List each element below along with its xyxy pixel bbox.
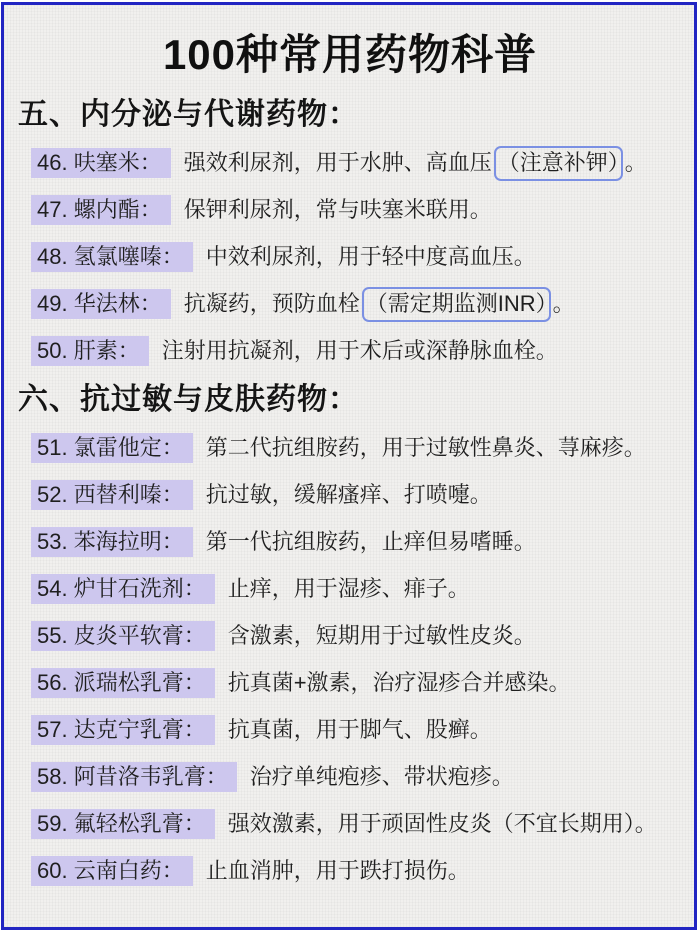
desc-text: 抗过敏，缓解瘙痒、打喷嚏。: [205, 482, 492, 507]
drug-desc: [206, 858, 470, 883]
drug-desc: [206, 244, 536, 269]
drug-name-highlight: 56. 派瑞松乳膏：: [31, 668, 215, 698]
drug-desc: [228, 811, 657, 836]
drug-desc: [184, 291, 575, 316]
drug-item-53: [31, 525, 682, 559]
desc-text: 抗真菌+激素，治疗湿疹合并感染。: [227, 670, 571, 695]
note-box: （需定期监测INR）: [362, 287, 551, 322]
drug-name-highlight: 46. 呋塞米：: [31, 148, 171, 178]
desc-text: 治疗单纯疱疹、带状疱疹。: [249, 764, 514, 789]
drug-item-59: [31, 807, 682, 841]
drug-name-highlight: 50. 肝素：: [31, 336, 149, 366]
section-antiallergy-skin: [18, 382, 682, 888]
page-title: 100种常用药物科普: [162, 31, 538, 78]
section-heading-6: 六、抗过敏与皮肤药物：: [18, 383, 359, 416]
drug-item-49: [31, 287, 682, 321]
desc-text: 含激素，短期用于过敏性皮炎。: [227, 623, 536, 648]
drug-desc: [162, 338, 558, 363]
note-box: （注意补钾）: [494, 146, 623, 181]
desc-text: 注射用抗凝剂，用于术后或深静脉血栓。: [161, 338, 558, 363]
drug-name-highlight: 49. 华法林：: [31, 289, 171, 319]
drug-name-highlight: 48. 氢氯噻嗪：: [31, 242, 193, 272]
desc-text: 抗真菌，用于脚气、股癣。: [227, 717, 492, 742]
drug-item-52: [31, 478, 682, 512]
drug-item-58: [31, 760, 682, 794]
desc-text: 抗凝药，预防血栓: [183, 291, 360, 316]
desc-text: 止痒，用于湿疹、痱子。: [227, 576, 470, 601]
drug-name-highlight: 59. 氟轻松乳膏：: [31, 809, 215, 839]
drug-item-56: [31, 666, 682, 700]
drug-desc: [206, 529, 536, 554]
drug-desc: [228, 623, 536, 648]
drug-item-46: [31, 146, 682, 180]
drug-item-60: [31, 854, 682, 888]
section-heading-5: 五、内分泌与代谢药物：: [18, 98, 359, 131]
desc-text-after: 。: [624, 150, 647, 175]
drug-name-highlight: 60. 云南白药：: [31, 856, 193, 886]
desc-text: 强效利尿剂，用于水肿、高血压: [183, 150, 492, 175]
drug-desc: [228, 717, 492, 742]
drug-item-57: [31, 713, 682, 747]
drug-name-highlight: 57. 达克宁乳膏：: [31, 715, 215, 745]
drug-desc: [184, 150, 647, 175]
drug-item-55: [31, 619, 682, 653]
drug-name-highlight: 54. 炉甘石洗剂：: [31, 574, 215, 604]
drug-name-highlight: 55. 皮炎平软膏：: [31, 621, 215, 651]
drug-name-highlight: 58. 阿昔洛韦乳膏：: [31, 762, 237, 792]
drug-desc: [228, 576, 470, 601]
drug-item-50: [31, 334, 682, 368]
desc-text: 第二代抗组胺药，用于过敏性鼻炎、荨麻疹。: [205, 435, 646, 460]
drug-name-highlight: 52. 西替利嗪：: [31, 480, 193, 510]
drug-name-highlight: 51. 氯雷他定：: [31, 433, 193, 463]
drug-desc: [184, 197, 492, 222]
drug-name-highlight: 47. 螺内酯：: [31, 195, 171, 225]
desc-text: 第一代抗组胺药，止痒但易嗜睡。: [205, 529, 536, 554]
drug-item-51: [31, 431, 682, 465]
desc-text: 保钾利尿剂，常与呋塞米联用。: [183, 197, 492, 222]
document-page: [1, 2, 697, 930]
drug-item-54: [31, 572, 682, 606]
drug-desc: [250, 764, 514, 789]
drug-desc: [206, 435, 646, 460]
drug-item-48: [31, 240, 682, 274]
drug-desc: [228, 670, 571, 695]
desc-text: 止血消肿，用于跌打损伤。: [205, 858, 470, 883]
drug-name-highlight: 53. 苯海拉明：: [31, 527, 193, 557]
drug-desc: [206, 482, 492, 507]
desc-text: 强效激素，用于顽固性皮炎（不宜长期用）。: [227, 811, 657, 836]
drug-item-47: [31, 193, 682, 227]
desc-text-after: 。: [552, 291, 575, 316]
desc-text: 中效利尿剂，用于轻中度高血压。: [205, 244, 536, 269]
section-endocrine-metabolic: [18, 97, 682, 368]
